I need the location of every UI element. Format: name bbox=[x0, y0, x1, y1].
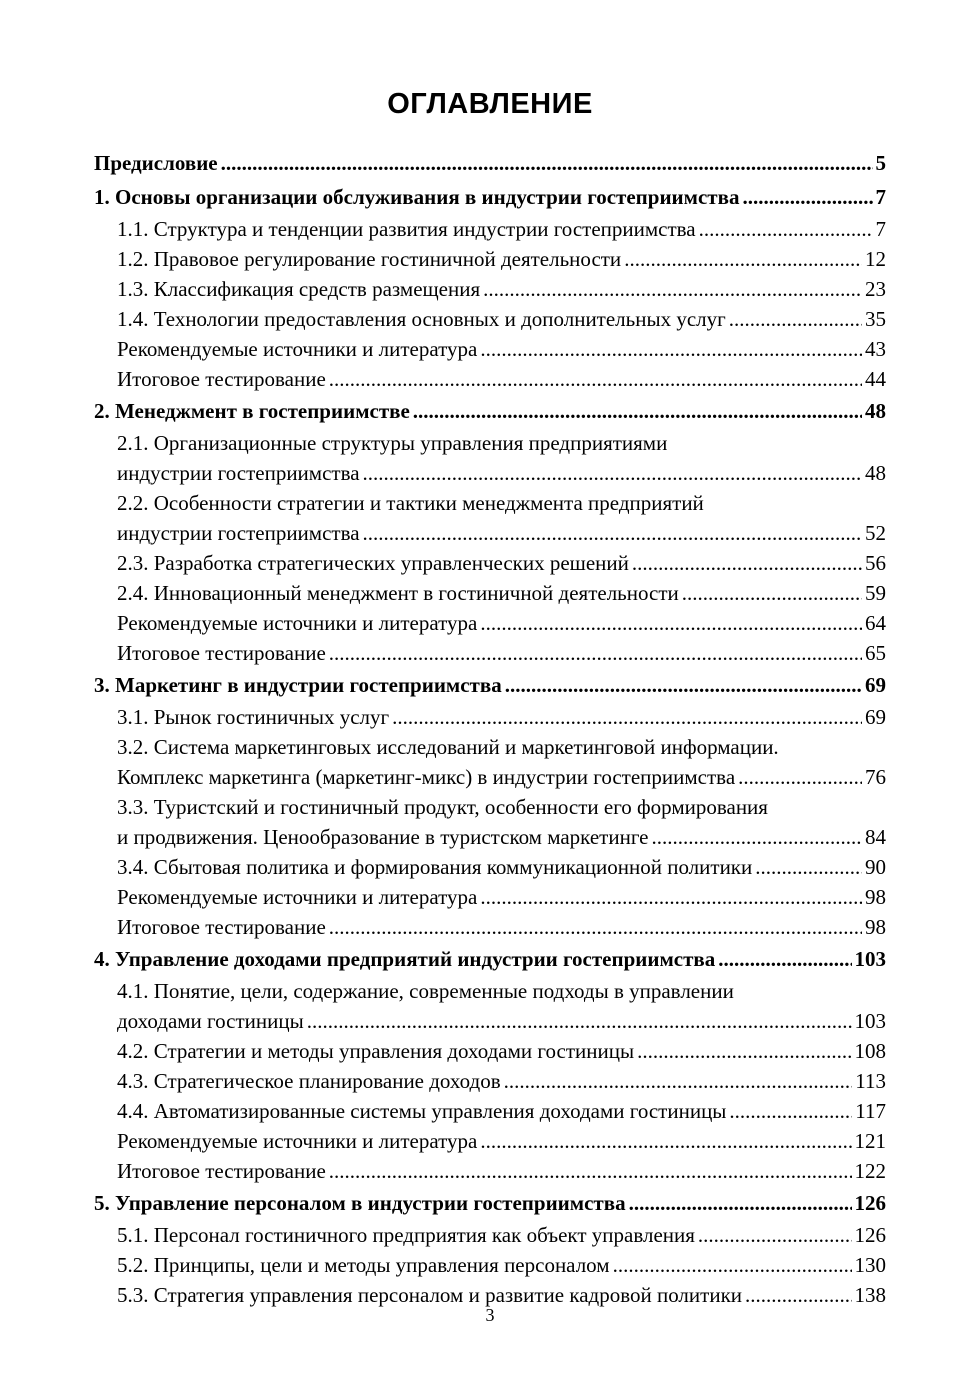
toc-page-number: 64 bbox=[865, 611, 886, 635]
toc-page-number: 23 bbox=[865, 277, 886, 301]
dot-leader bbox=[738, 762, 862, 792]
dot-leader bbox=[718, 944, 851, 974]
toc-entry-title: 2.4. Инновационный менеджмент в гостиничной деятельности bbox=[117, 581, 679, 605]
dot-leader bbox=[480, 1126, 851, 1156]
dot-leader bbox=[483, 274, 862, 304]
toc-page-number: 52 bbox=[865, 521, 886, 545]
dot-leader bbox=[480, 882, 862, 912]
dot-leader bbox=[742, 182, 872, 212]
toc-page-number: 43 bbox=[865, 337, 886, 361]
toc-section-entry[interactable] bbox=[94, 1066, 886, 1096]
dot-leader bbox=[505, 670, 862, 700]
toc-section-entry[interactable] bbox=[94, 638, 886, 668]
toc-page-number: 7 bbox=[875, 217, 886, 241]
toc-page-number: 12 bbox=[865, 247, 886, 271]
toc-entry-title: 3. Маркетинг в индустрии гостеприимства bbox=[94, 673, 502, 697]
toc-page-number: 48 bbox=[865, 399, 886, 423]
toc-page-number: 56 bbox=[865, 551, 886, 575]
toc-entry-title: 3.4. Сбытовая политика и формирования коммуникационной политики bbox=[117, 855, 753, 879]
toc-page-number: 138 bbox=[854, 1283, 886, 1307]
toc-chapter-entry[interactable] bbox=[94, 1186, 886, 1220]
toc-section-entry[interactable] bbox=[94, 1250, 886, 1280]
toc-chapter-entry[interactable] bbox=[94, 180, 886, 214]
toc-entry-title: доходами гостиницы bbox=[117, 1009, 304, 1033]
toc-chapter-entry[interactable] bbox=[94, 668, 886, 702]
toc-entry-title: 1.4. Технологии предоставления основных и дополнительных услуг bbox=[117, 307, 726, 331]
dot-leader bbox=[363, 458, 862, 488]
toc-section-entry[interactable] bbox=[94, 976, 886, 1036]
toc-entry-title: Итоговое тестирование bbox=[117, 1159, 326, 1183]
toc-entry-title: 1.3. Классификация средств размещения bbox=[117, 277, 481, 301]
toc-chapter-entry[interactable] bbox=[94, 942, 886, 976]
toc-page-number: 103 bbox=[854, 947, 886, 971]
dot-leader bbox=[729, 304, 862, 334]
dot-leader bbox=[329, 1156, 852, 1186]
dot-leader bbox=[413, 396, 862, 426]
toc-section-entry[interactable] bbox=[94, 428, 886, 488]
toc-page-number: 69 bbox=[865, 673, 886, 697]
dot-leader bbox=[307, 1006, 852, 1036]
toc-page-number: 126 bbox=[854, 1223, 886, 1247]
dot-leader bbox=[392, 702, 862, 732]
toc-entry-title: 4.1. Понятие, цели, содержание, современные подходы в управлении bbox=[117, 979, 734, 1003]
toc-page-number: 69 bbox=[865, 705, 886, 729]
toc-page-number: 76 bbox=[865, 765, 886, 789]
toc-entry-title: 4. Управление доходами предприятий индустрии гостеприимства bbox=[94, 947, 716, 971]
dot-leader bbox=[221, 148, 873, 178]
toc-entry-title: 3.3. Туристский и гостиничный продукт, особенности его формирования bbox=[117, 795, 768, 819]
toc-entry-title: Рекомендуемые источники и литература bbox=[117, 337, 478, 361]
dot-leader bbox=[698, 1220, 852, 1250]
dot-leader bbox=[504, 1066, 853, 1096]
dot-leader bbox=[629, 1188, 852, 1218]
toc-page-number: 84 bbox=[865, 825, 886, 849]
toc-entry-title: Предисловие bbox=[94, 151, 218, 175]
toc-page-number: 5 bbox=[875, 151, 886, 175]
toc-entry-title: 2. Менеджмент в гостеприимстве bbox=[94, 399, 410, 423]
dot-leader bbox=[755, 852, 862, 882]
toc-entry-title: 1.1. Структура и тенденции развития индустрии гостеприимства bbox=[117, 217, 696, 241]
toc-page-number: 121 bbox=[854, 1129, 886, 1153]
toc-entry-title: 1.2. Правовое регулирование гостиничной деятельности bbox=[117, 247, 622, 271]
toc-chapter-entry[interactable] bbox=[94, 394, 886, 428]
toc-section-entry[interactable] bbox=[94, 1096, 886, 1126]
toc-entry-title: 4.2. Стратегии и методы управления доходами гостиницы bbox=[117, 1039, 635, 1063]
toc-section-entry[interactable] bbox=[94, 882, 886, 912]
toc-entry-title: Итоговое тестирование bbox=[117, 641, 326, 665]
toc-section-entry[interactable] bbox=[94, 244, 886, 274]
toc-entry-title: 4.4. Автоматизированные системы управления доходами гостиницы bbox=[117, 1099, 727, 1123]
dot-leader bbox=[637, 1036, 851, 1066]
dot-leader bbox=[480, 334, 862, 364]
dot-leader bbox=[624, 244, 862, 274]
dot-leader bbox=[329, 638, 862, 668]
toc-section-entry[interactable] bbox=[94, 488, 886, 548]
toc-entry-title: и продвижения. Ценообразование в туристском маркетинге bbox=[117, 825, 649, 849]
toc-entry-title: 1. Основы организации обслуживания в индустрии гостеприимства bbox=[94, 185, 740, 209]
toc-section-entry[interactable] bbox=[94, 608, 886, 638]
dot-leader bbox=[329, 912, 862, 942]
toc-section-entry[interactable] bbox=[94, 912, 886, 942]
toc-entry-title: индустрии гостеприимства bbox=[117, 521, 360, 545]
dot-leader bbox=[329, 364, 862, 394]
dot-leader bbox=[729, 1096, 852, 1126]
toc-page-number: 44 bbox=[865, 367, 886, 391]
toc-page-number: 130 bbox=[854, 1253, 886, 1277]
toc-page-number: 90 bbox=[865, 855, 886, 879]
toc-section-entry[interactable] bbox=[94, 304, 886, 334]
toc-page-number: 65 bbox=[865, 641, 886, 665]
toc-page-number: 35 bbox=[865, 307, 886, 331]
toc-entry-title: 5. Управление персоналом в индустрии гостеприимства bbox=[94, 1191, 626, 1215]
toc-page-number: 7 bbox=[875, 185, 886, 209]
toc-page-number: 117 bbox=[855, 1099, 886, 1123]
toc-page-number: 126 bbox=[854, 1191, 886, 1215]
toc-section-entry[interactable] bbox=[94, 792, 886, 852]
toc-entry-title: 3.2. Система маркетинговых исследований и маркетинговой информации. bbox=[117, 735, 779, 759]
page-title: ОГЛАВЛЕНИЕ bbox=[387, 88, 593, 120]
toc-section-entry[interactable] bbox=[94, 1220, 886, 1250]
toc-page-number: 122 bbox=[854, 1159, 886, 1183]
toc-entry-title: Рекомендуемые источники и литература bbox=[117, 1129, 478, 1153]
toc-section-entry[interactable] bbox=[94, 702, 886, 732]
toc-section-entry[interactable] bbox=[94, 578, 886, 608]
toc-entry-title: 3.1. Рынок гостиничных услуг bbox=[117, 705, 390, 729]
toc-page-number: 113 bbox=[855, 1069, 886, 1093]
page-number: 3 bbox=[485, 1305, 495, 1325]
dot-leader bbox=[632, 548, 862, 578]
toc-page-number: 48 bbox=[865, 461, 886, 485]
toc-section-entry[interactable] bbox=[94, 548, 886, 578]
toc-section-entry[interactable] bbox=[94, 1126, 886, 1156]
toc-section-entry[interactable] bbox=[94, 274, 886, 304]
dot-leader bbox=[363, 518, 862, 548]
toc-entry-title: Комплекс маркетинга (маркетинг-микс) в индустрии гостеприимства bbox=[117, 765, 736, 789]
toc-page-number: 108 bbox=[854, 1039, 886, 1063]
toc-entry-title: 2.1. Организационные структуры управления предприятиями bbox=[117, 431, 668, 455]
table-of-contents bbox=[94, 146, 886, 1310]
dot-leader bbox=[613, 1250, 852, 1280]
toc-entry-title: 5.1. Персонал гостиничного предприятия как объект управления bbox=[117, 1223, 695, 1247]
toc-page-number: 59 bbox=[865, 581, 886, 605]
toc-entry-title: Итоговое тестирование bbox=[117, 367, 326, 391]
dot-leader bbox=[652, 822, 863, 852]
toc-section-entry[interactable] bbox=[94, 1036, 886, 1066]
toc-entry-title: Рекомендуемые источники и литература bbox=[117, 885, 478, 909]
toc-entry-title: Рекомендуемые источники и литература bbox=[117, 611, 478, 635]
toc-section-entry[interactable] bbox=[94, 852, 886, 882]
toc-page-number: 103 bbox=[854, 1009, 886, 1033]
toc-entry-title: 2.2. Особенности стратегии и тактики менеджмента предприятий bbox=[117, 491, 704, 515]
toc-section-entry[interactable] bbox=[94, 334, 886, 364]
toc-section-entry[interactable] bbox=[94, 364, 886, 394]
toc-chapter-entry[interactable] bbox=[94, 146, 886, 180]
toc-section-entry[interactable] bbox=[94, 732, 886, 792]
toc-entry-title: 4.3. Стратегическое планирование доходов bbox=[117, 1069, 501, 1093]
toc-entry-title: индустрии гостеприимства bbox=[117, 461, 360, 485]
toc-page-number: 98 bbox=[865, 915, 886, 939]
dot-leader bbox=[682, 578, 862, 608]
dot-leader bbox=[699, 214, 873, 244]
toc-entry-title: 5.3. Стратегия управления персоналом и развитие кадровой политики bbox=[117, 1283, 743, 1307]
toc-page-number: 98 bbox=[865, 885, 886, 909]
toc-section-entry[interactable] bbox=[94, 214, 886, 244]
toc-entry-title: Итоговое тестирование bbox=[117, 915, 326, 939]
toc-entry-title: 5.2. Принципы, цели и методы управления персоналом bbox=[117, 1253, 610, 1277]
dot-leader bbox=[480, 608, 862, 638]
toc-section-entry[interactable] bbox=[94, 1156, 886, 1186]
toc-entry-title: 2.3. Разработка стратегических управленческих решений bbox=[117, 551, 629, 575]
